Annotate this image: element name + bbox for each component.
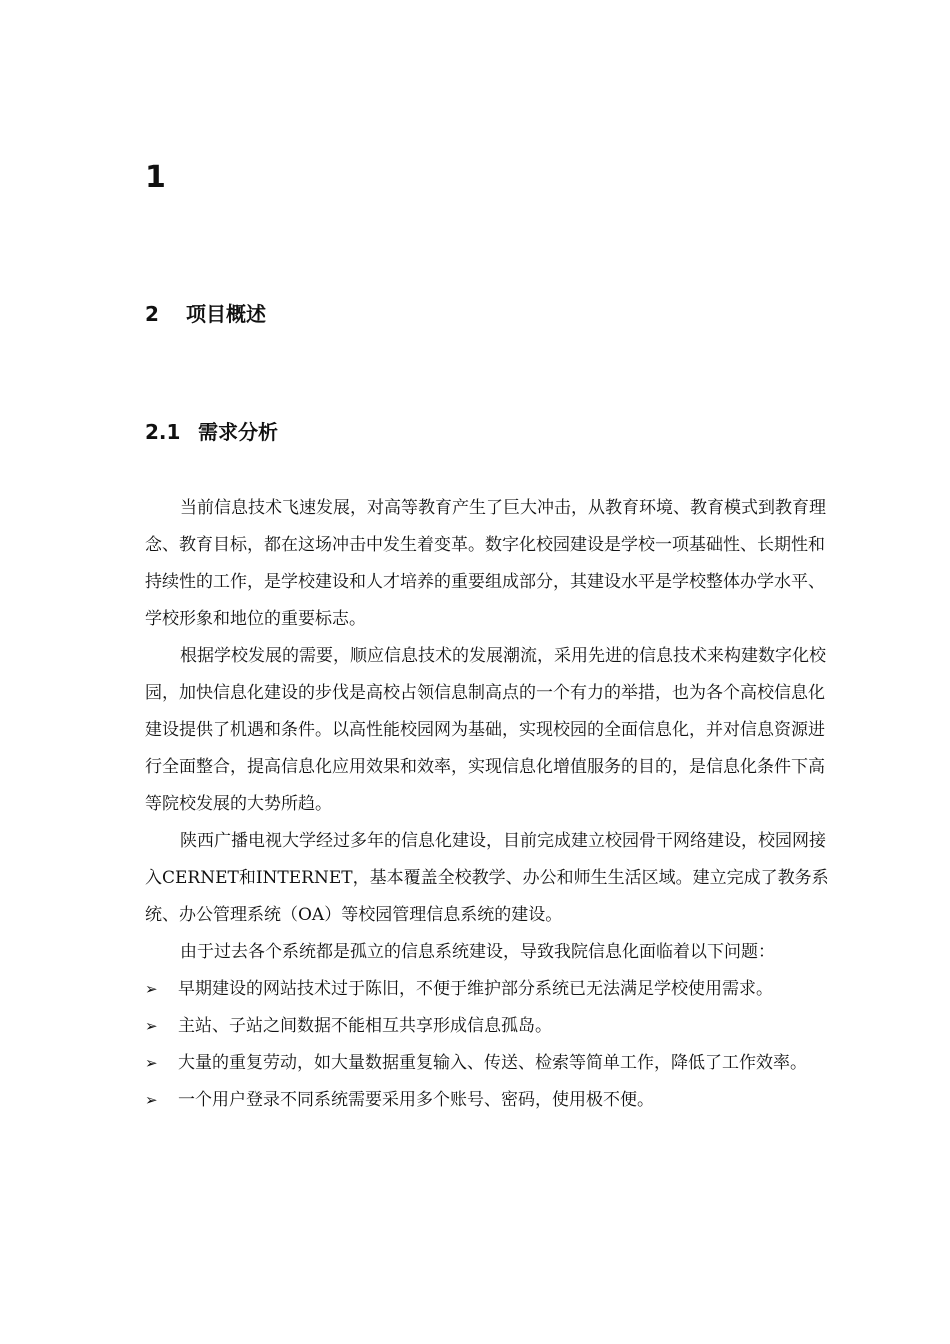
paragraph: 由于过去各个系统都是孤立的信息系统建设，导致我院信息化面临着以下问题：	[180, 942, 775, 962]
list-item	[145, 1008, 835, 1045]
section-number: 2	[145, 302, 159, 326]
chapter-heading: 1	[145, 160, 166, 195]
arrow-bullet-icon: ➢	[145, 1091, 158, 1109]
arrow-bullet-icon: ➢	[145, 1017, 158, 1035]
subsection-number: 2.1	[145, 420, 181, 444]
paragraph: 根据学校发展的需要，顺应信息技术的发展潮流，采用先进的信息技术来构建数字化校园，加快信息化建设的步伐是高校占领信息制高点的一个有力的举措，也为各个高校信息化建设提供了机遇和条件。以高性能校园网为基础，实现校园的全面信息化，并对信息资源进行全面整合，提高信息化应用效果和效率，实现信息化增值服务的目的，是信息化条件下高等院校发展的大势所趋。	[145, 646, 826, 814]
paragraph: 陕西广播电视大学经过多年的信息化建设，目前完成建立校园骨干网络建设，校园网接入CERNET和INTERNET，基本覆盖全校教学、办公和师生生活区域。建立完成了教务系统、办公管理系统（OA）等校园管理信息系统的建设。	[145, 831, 829, 925]
subsection-title: 需求分析	[197, 420, 278, 444]
arrow-bullet-icon: ➢	[145, 1054, 158, 1072]
list-item	[145, 971, 835, 1008]
section-heading	[145, 300, 266, 328]
arrow-bullet-icon: ➢	[145, 980, 158, 998]
subsection-heading	[145, 418, 278, 446]
list-item-text: 一个用户登录不同系统需要采用多个账号、密码，使用极不便。	[178, 1090, 654, 1110]
section-title: 项目概述	[185, 302, 266, 326]
list-item	[145, 1082, 835, 1119]
body-text	[145, 490, 835, 1119]
list-item	[145, 1045, 835, 1082]
list-item-text: 大量的重复劳动，如大量数据重复输入、传送、检索等简单工作，降低了工作效率。	[178, 1053, 807, 1073]
paragraph: 当前信息技术飞速发展，对高等教育产生了巨大冲击，从教育环境、教育模式到教育理念、教育目标，都在这场冲击中发生着变革。数字化校园建设是学校一项基础性、长期性和持续性的工作，是学校建设和人才培养的重要组成部分，其建设水平是学校整体办学水平、学校形象和地位的重要标志。	[145, 498, 826, 629]
list-item-text: 早期建设的网站技术过于陈旧，不便于维护部分系统已无法满足学校使用需求。	[178, 979, 773, 999]
list-item-text: 主站、子站之间数据不能相互共享形成信息孤岛。	[178, 1016, 552, 1036]
